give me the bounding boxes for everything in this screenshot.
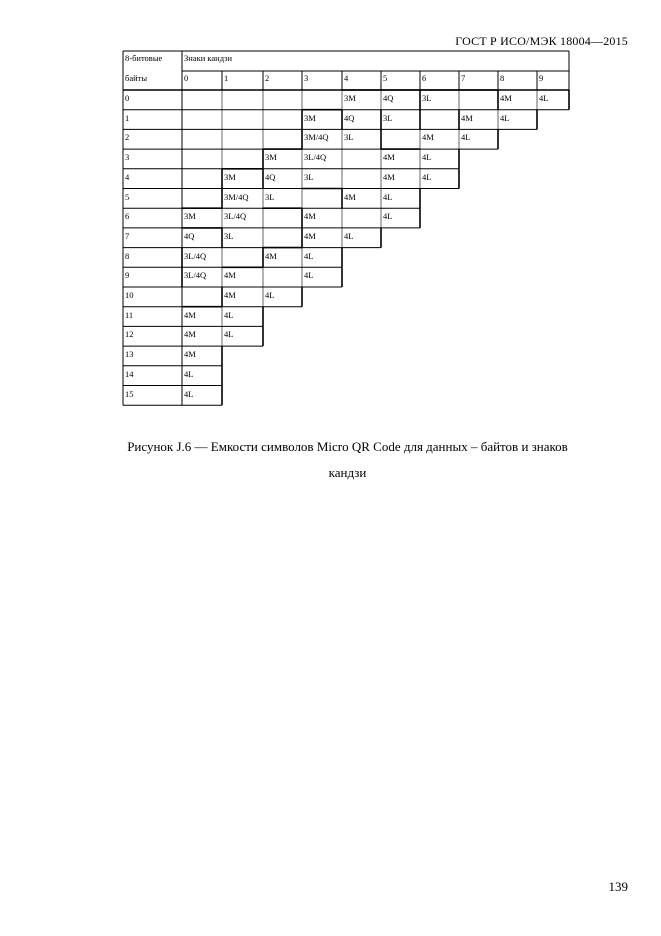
capacity-cell: 4L	[184, 388, 194, 399]
capacity-cell: 4L	[500, 112, 510, 123]
capacity-cell: 3L	[224, 230, 234, 241]
capacity-cell: 4L	[344, 230, 354, 241]
standard-header: ГОСТ Р ИСО/МЭК 18004—2015	[455, 34, 628, 48]
row-header-line2: байты	[125, 73, 148, 83]
page-number: 139	[608, 879, 628, 894]
capacity-cell: 3M	[224, 171, 236, 182]
capacity-cell: 4M	[500, 93, 512, 103]
figure-caption	[60, 434, 635, 486]
capacity-cell: 4L	[422, 171, 432, 182]
column-label: 4	[344, 73, 349, 83]
row-label: 3	[125, 152, 130, 163]
capacity-cell: 4M	[422, 132, 434, 143]
capacity-cell: 4L	[265, 290, 275, 300]
capacity-figure	[123, 51, 569, 406]
column-label: 2	[265, 73, 270, 83]
caption-line-1: Рисунок J.6 — Емкости символов Micro QR Code для данных – байтов и знаков	[127, 439, 568, 454]
capacity-cell: 4L	[184, 368, 194, 379]
row-label: 2	[125, 132, 130, 143]
capacity-cell: 4Q	[184, 230, 195, 241]
row-label: 6	[125, 211, 130, 222]
row-label: 1	[125, 112, 130, 123]
row-label: 13	[125, 349, 134, 360]
capacity-cell: 4L	[461, 132, 471, 143]
capacity-cell: 4M	[383, 152, 395, 163]
capacity-cell: 4M	[184, 329, 196, 340]
capacity-cell: 4L	[224, 309, 234, 320]
capacity-cell: 4M	[224, 290, 236, 300]
capacity-cell: 4Q	[383, 93, 394, 103]
capacity-cell: 3M/4Q	[304, 132, 329, 143]
capacity-cell: 4L	[304, 270, 314, 281]
column-label: 3	[304, 73, 309, 83]
column-label: 7	[461, 73, 466, 83]
row-label: 12	[125, 329, 134, 340]
column-label: 8	[500, 73, 505, 83]
column-label: 9	[539, 73, 544, 83]
capacity-cell: 4Q	[265, 171, 276, 182]
capacity-cell: 4M	[344, 191, 356, 202]
capacity-cell: 4Q	[344, 112, 355, 123]
capacity-cell: 4M	[224, 270, 236, 281]
row-label: 15	[125, 388, 134, 399]
capacity-cell: 3L	[344, 132, 354, 143]
column-label: 1	[224, 73, 229, 83]
capacity-cell: 3M	[184, 211, 196, 222]
capacity-cell: 3L/4Q	[224, 211, 247, 222]
caption-line-2: кандзи	[328, 465, 367, 480]
row-label: 14	[125, 368, 134, 379]
capacity-cell: 3L/4Q	[184, 250, 207, 261]
column-label: 0	[184, 73, 189, 83]
capacity-cell: 4M	[383, 171, 395, 182]
capacity-cell: 4M	[461, 112, 473, 123]
capacity-cell: 3M	[265, 152, 277, 163]
capacity-cell: 4L	[383, 191, 393, 202]
capacity-cell: 3L	[383, 112, 393, 123]
row-label: 9	[125, 270, 130, 281]
capacity-cell: 4M	[304, 230, 316, 241]
row-header-line1: 8-битовые	[125, 53, 163, 63]
row-label: 11	[125, 309, 134, 320]
column-group-header: Знаки кандзи	[184, 53, 233, 63]
row-label: 8	[125, 250, 130, 261]
capacity-cell: 4L	[422, 152, 432, 163]
capacity-cell: 3L	[265, 191, 275, 202]
row-label: 10	[125, 290, 134, 300]
capacity-cell: 4L	[383, 211, 393, 222]
column-label: 5	[383, 73, 388, 83]
row-label: 7	[125, 230, 130, 241]
capacity-cell: 4L	[539, 93, 549, 103]
capacity-cell: 4M	[265, 250, 277, 261]
capacity-cell: 3L/4Q	[304, 152, 327, 163]
capacity-cell: 3L/4Q	[184, 270, 207, 281]
capacity-cell: 3M	[344, 93, 356, 103]
capacity-cell: 3M	[304, 112, 316, 123]
capacity-cell: 3L	[304, 171, 314, 182]
row-label: 5	[125, 191, 130, 202]
capacity-cell: 4M	[184, 349, 196, 360]
capacity-cell: 4L	[224, 329, 234, 340]
capacity-cell: 3M/4Q	[224, 191, 249, 202]
capacity-cell: 4M	[304, 211, 316, 222]
capacity-cell: 3L	[422, 93, 432, 103]
column-label: 6	[422, 73, 427, 83]
capacity-cell: 4L	[304, 250, 314, 261]
row-label: 0	[125, 93, 130, 103]
capacity-cell: 4M	[184, 309, 196, 320]
row-label: 4	[125, 171, 130, 182]
